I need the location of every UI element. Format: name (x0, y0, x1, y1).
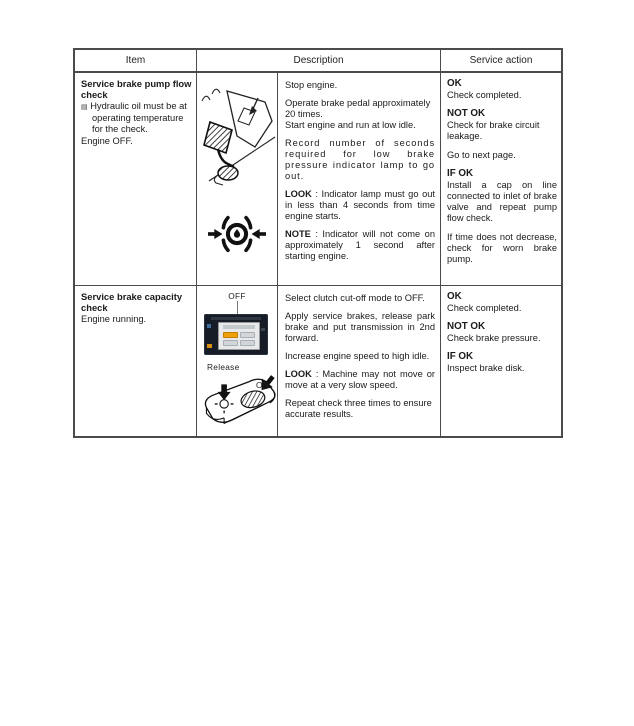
row1-item-note (81, 101, 192, 135)
row1-desc-note (285, 229, 435, 262)
brake-pedal-illustration-icon (197, 85, 277, 187)
look-label: LOOK (285, 369, 312, 379)
row2-item-title: Service brake capacity check (81, 291, 183, 313)
row2-ifok-text: Inspect brake disk. (447, 363, 525, 373)
row2-item-cell (75, 286, 197, 436)
row2-ok-text: Check completed. (447, 303, 522, 313)
note-marker-icon: ▤ (81, 103, 88, 111)
row2-desc-step5: Repeat check three times to ensure accurate results. (285, 398, 432, 419)
row1-desc-step1: Stop engine. (285, 80, 338, 90)
option-button (240, 332, 255, 338)
row1-item-state: Engine OFF. (81, 136, 133, 146)
off-pointer-line (237, 301, 238, 315)
release-label: Release (207, 362, 240, 372)
row1-notok-text: Check for brake circuit leakage. (447, 120, 540, 141)
clutch-cutoff-popup (218, 322, 260, 350)
column-header-description: Description (197, 50, 441, 73)
row2-description-cell (278, 286, 441, 436)
note-text: : Indicator will not come on approximately 1 second after starting engine. (285, 229, 435, 261)
row2-ok-label: OK (447, 291, 462, 302)
row2-notok-label: NOT OK (447, 321, 486, 332)
row2-service-action-cell (441, 286, 561, 436)
row1-item-title: Service brake pump flow check (81, 78, 192, 100)
row1-next-page-text: Go to next page. (447, 150, 516, 160)
row1-description-cell (278, 73, 441, 286)
row2-desc-step2: Apply service brakes, release park brake and put transmission in 2nd forward. (285, 311, 435, 343)
option-button (223, 340, 238, 346)
row1-ifok-text: Install a cap on line connected to inlet of brake valve and repeat pump flow check. (447, 180, 557, 223)
note-label: NOTE (285, 229, 311, 239)
look-text: : Machine may not move or move at a very slow speed. (285, 369, 435, 390)
row2-desc-step3: Increase engine speed to high idle. (285, 351, 430, 361)
row1-desc-step2: Operate brake pedal approximately 20 times. (285, 98, 431, 119)
row1-item-cell (75, 73, 197, 286)
monitor-side-icon (261, 328, 265, 331)
row1-notok-label: NOT OK (447, 108, 486, 119)
monitor-side-icon (207, 324, 211, 328)
column-header-service-action: Service action (441, 50, 561, 73)
row2-desc-step1: Select clutch cut-off mode to OFF. (285, 293, 425, 303)
on-label: ON (256, 380, 270, 390)
monitor-side-icon (207, 344, 212, 348)
row1-desc-look (285, 189, 435, 222)
service-check-table (73, 48, 563, 438)
row1-ifok-label: IF OK (447, 168, 474, 179)
row1-figure-cell (197, 73, 278, 286)
column-header-item: Item (75, 50, 197, 73)
monitor-screen-illustration (204, 314, 268, 355)
row2-desc-look (285, 369, 435, 391)
row1-desc-step3: Start engine and run at low idle. (285, 120, 416, 130)
row1-item-note-text: Hydraulic oil must be at operating temperature for the check. (90, 101, 187, 134)
row2-notok-text: Check brake pressure. (447, 333, 541, 343)
row1-extra-text: If time does not decrease, check for worn brake pump. (447, 232, 557, 264)
popup-option-grid (223, 332, 255, 346)
off-label: OFF (228, 291, 246, 301)
row1-ok-text: Check completed. (447, 90, 522, 100)
row2-item-state: Engine running. (81, 314, 147, 324)
monitor-status-bar (211, 317, 261, 320)
look-label: LOOK (285, 189, 312, 199)
row2-figure-cell (197, 286, 278, 436)
row2-ifok-label: IF OK (447, 351, 474, 362)
popup-title-bar (223, 325, 255, 329)
look-text: : Indicator lamp must go out in less than 4 seconds from time engine starts. (285, 189, 435, 221)
row1-ok-label: OK (447, 78, 462, 89)
option-button (240, 340, 255, 346)
row1-service-action-cell (441, 73, 561, 286)
option-button-off-selected (223, 332, 238, 338)
row1-desc-step4: Record number of seconds required for low brake pressure indicator lamp to go out. (285, 138, 435, 181)
low-brake-pressure-indicator-icon (208, 213, 266, 255)
